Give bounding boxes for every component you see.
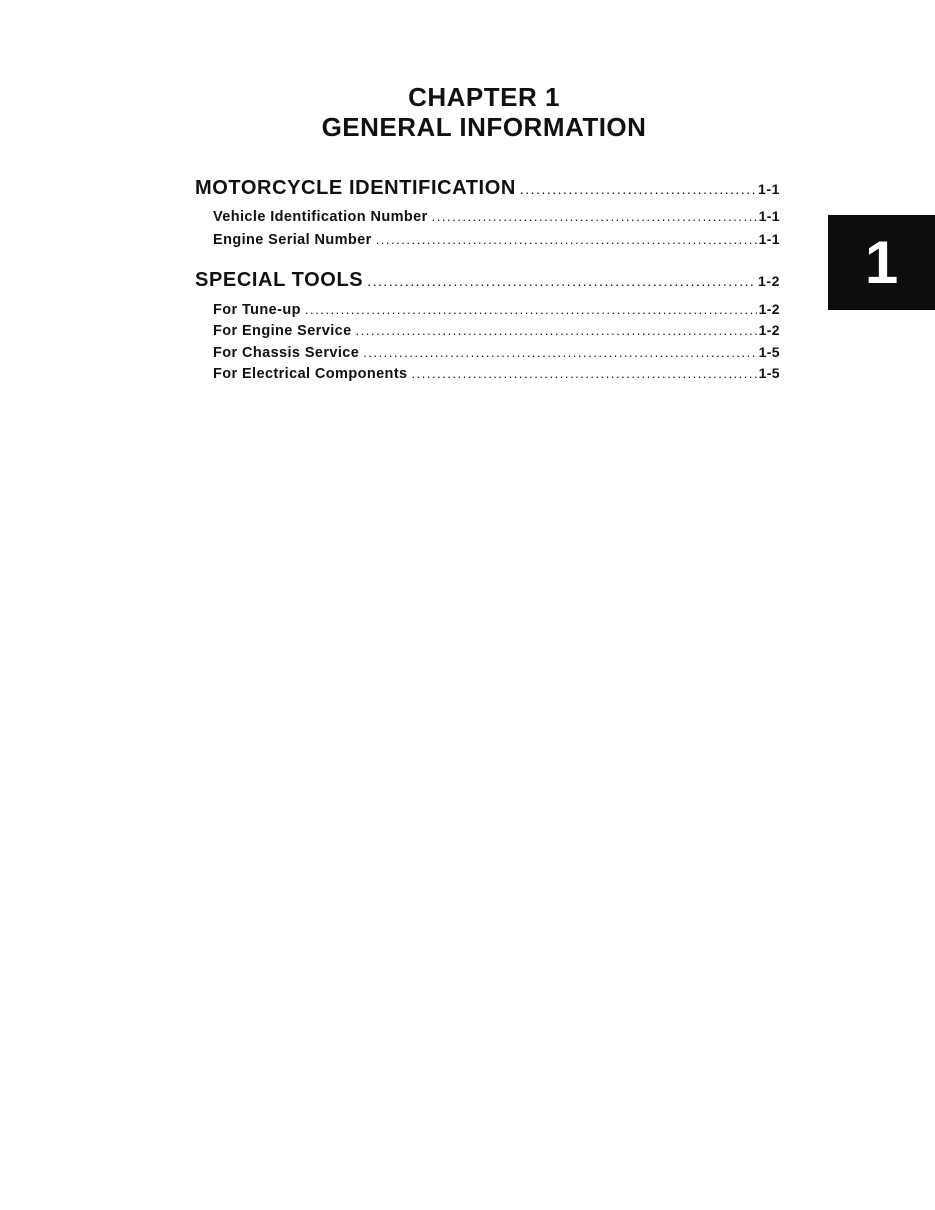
dot-leader bbox=[412, 366, 757, 381]
toc-entry-label: For Chassis Service bbox=[213, 345, 360, 361]
toc-page-number: 1-1 bbox=[757, 181, 780, 197]
toc-page-number: 1-5 bbox=[758, 344, 780, 360]
toc-page-number: 1-2 bbox=[758, 322, 780, 338]
toc-entry-for-tune-up[interactable] bbox=[213, 301, 780, 318]
chapter-thumb-tab bbox=[828, 215, 935, 310]
dot-leader bbox=[356, 323, 757, 338]
dot-leader bbox=[305, 302, 757, 317]
dot-leader bbox=[363, 345, 756, 360]
toc-entry-for-chassis-service[interactable] bbox=[213, 344, 780, 361]
toc-entry-label: For Engine Service bbox=[213, 323, 352, 339]
toc-page-number: 1-1 bbox=[758, 208, 780, 224]
toc-entry-for-engine-service[interactable] bbox=[213, 322, 780, 339]
dot-leader bbox=[376, 232, 757, 247]
toc-page-number: 1-2 bbox=[758, 301, 780, 317]
toc-entry-vehicle-identification-number[interactable] bbox=[213, 208, 780, 225]
toc-section-label: MOTORCYCLE IDENTIFICATION bbox=[195, 177, 516, 199]
toc-section-label: SPECIAL TOOLS bbox=[195, 269, 364, 291]
toc-entry-label: For Tune-up bbox=[213, 302, 301, 318]
toc-entry-for-electrical-components[interactable] bbox=[213, 365, 780, 382]
toc-entry-label: For Electrical Components bbox=[213, 366, 408, 382]
dot-leader bbox=[520, 181, 756, 197]
toc-entry-label: Vehicle Identification Number bbox=[213, 209, 428, 225]
toc-section-motorcycle-identification[interactable] bbox=[195, 177, 780, 200]
chapter-heading bbox=[0, 82, 935, 142]
toc-entry-engine-serial-number[interactable] bbox=[213, 231, 780, 248]
toc-section-special-tools[interactable] bbox=[195, 269, 780, 292]
toc-page-number: 1-1 bbox=[758, 231, 780, 247]
dot-leader bbox=[432, 209, 757, 224]
toc-entry-label: Engine Serial Number bbox=[213, 232, 372, 248]
dot-leader bbox=[367, 273, 756, 289]
chapter-tab-number: 1 bbox=[864, 229, 899, 296]
toc-page-number: 1-2 bbox=[757, 273, 780, 289]
toc-page-number: 1-5 bbox=[758, 365, 780, 381]
chapter-name-title: GENERAL INFORMATION bbox=[321, 112, 647, 142]
chapter-number-title: CHAPTER 1 bbox=[408, 82, 560, 112]
